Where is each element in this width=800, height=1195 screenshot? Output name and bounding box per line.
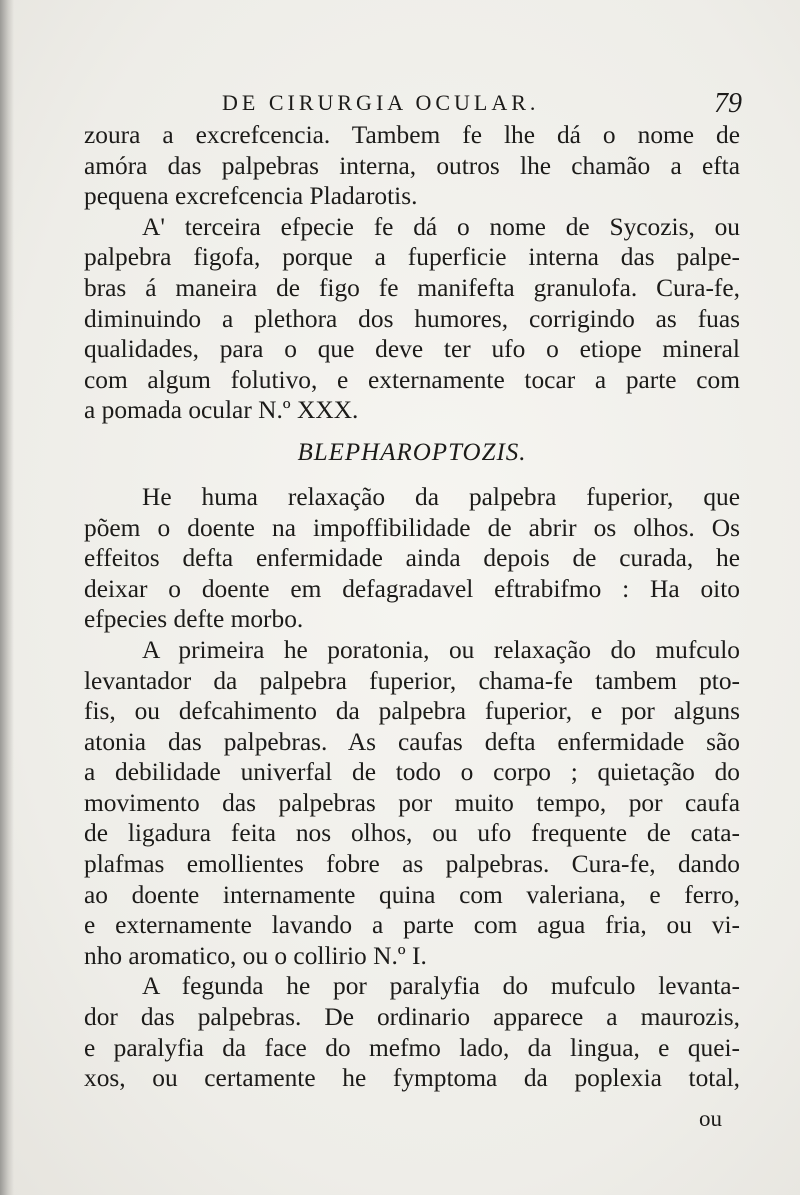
text-line: de ligadura feita nos olhos, ou ufo frequente de cata- xyxy=(84,819,740,848)
text-block xyxy=(84,120,740,1094)
text-line: He huma relaxação da palpebra fuperior, que xyxy=(142,482,740,511)
text-line: effeitos defta enfermidade ainda depois de curada, he xyxy=(84,544,740,573)
page-gutter-shadow xyxy=(0,0,14,1195)
text-line: efpecies defte morbo. xyxy=(84,605,304,634)
paragraph-3 xyxy=(84,482,740,635)
text-line: levantador da palpebra fuperior, chama-fe tambem pto- xyxy=(84,666,740,695)
text-line: fis, ou defcahimento da palpebra fuperior, e por alguns xyxy=(84,697,740,726)
text-line: A' terceira efpecie fe dá o nome de Sycozis, ou xyxy=(142,212,740,241)
text-line: qualidades, para o que deve ter ufo o etiope mineral xyxy=(84,335,740,364)
text-line: pequena excrefcencia Pladarotis. xyxy=(84,182,418,211)
text-line: diminuindo a plethora dos humores, corrigindo as fuas xyxy=(84,304,740,333)
text-line: palpebra figofa, porque a fuperficie interna das palpe- xyxy=(84,243,740,272)
page-number: 79 xyxy=(714,88,742,119)
text-line: amóra das palpebras interna, outros lhe chamão a efta xyxy=(84,151,740,180)
text-line: A fegunda he por paralyfia do mufculo levanta- xyxy=(142,972,740,1001)
text-line: dor das palpebras. De ordinario apparece a maurozis, xyxy=(84,1003,740,1032)
text-line: plafmas emollientes fobre as palpebras. Cura-fe, dando xyxy=(84,850,740,879)
text-line: com algum folutivo, e externamente tocar a parte com xyxy=(84,365,740,394)
text-line: deixar o doente em defagradavel eftrabifmo : Ha oito xyxy=(84,574,740,603)
text-line: e externamente lavando a parte com agua fria, ou vi- xyxy=(84,911,740,940)
running-title: DE CIRURGIA OCULAR. xyxy=(222,90,540,115)
text-line: a pomada ocular N.º XXX. xyxy=(84,396,359,425)
text-line: e paralyfia da face do mefmo lado, da lingua, e quei- xyxy=(84,1033,740,1062)
running-head xyxy=(222,88,742,124)
text-line: xos, ou certamente he fymptoma da poplexia total, xyxy=(84,1064,740,1093)
section-title: BLEPHAROPTOZIS. xyxy=(297,438,527,466)
text-line: atonia das palpebras. As caufas defta enfermidade são xyxy=(84,727,740,756)
paragraph-4 xyxy=(84,635,740,972)
paragraph-1 xyxy=(84,120,740,212)
text-line: ao doente internamente quina com valeriana, e ferro, xyxy=(84,880,740,909)
catchword: ou xyxy=(699,1106,722,1131)
text-line: nho aromatico, ou o collirio N.º I. xyxy=(84,941,427,970)
paragraph-5 xyxy=(84,971,740,1093)
text-line: movimento das palpebras por muito tempo, por caufa xyxy=(84,788,740,817)
text-line: a debilidade univerfal de todo o corpo ; quietação do xyxy=(84,758,740,787)
text-line: bras á maneira de figo fe manifefta granulofa. Cura-fe, xyxy=(84,273,740,302)
paragraph-2 xyxy=(84,212,740,426)
text-line: A primeira he poratonia, ou relaxação do mufculo xyxy=(142,635,740,664)
text-line: põem o doente na impoffibilidade de abrir os olhos. Os xyxy=(84,513,740,542)
text-line: zoura a excrefcencia. Tambem fe lhe dá o nome de xyxy=(84,121,740,149)
